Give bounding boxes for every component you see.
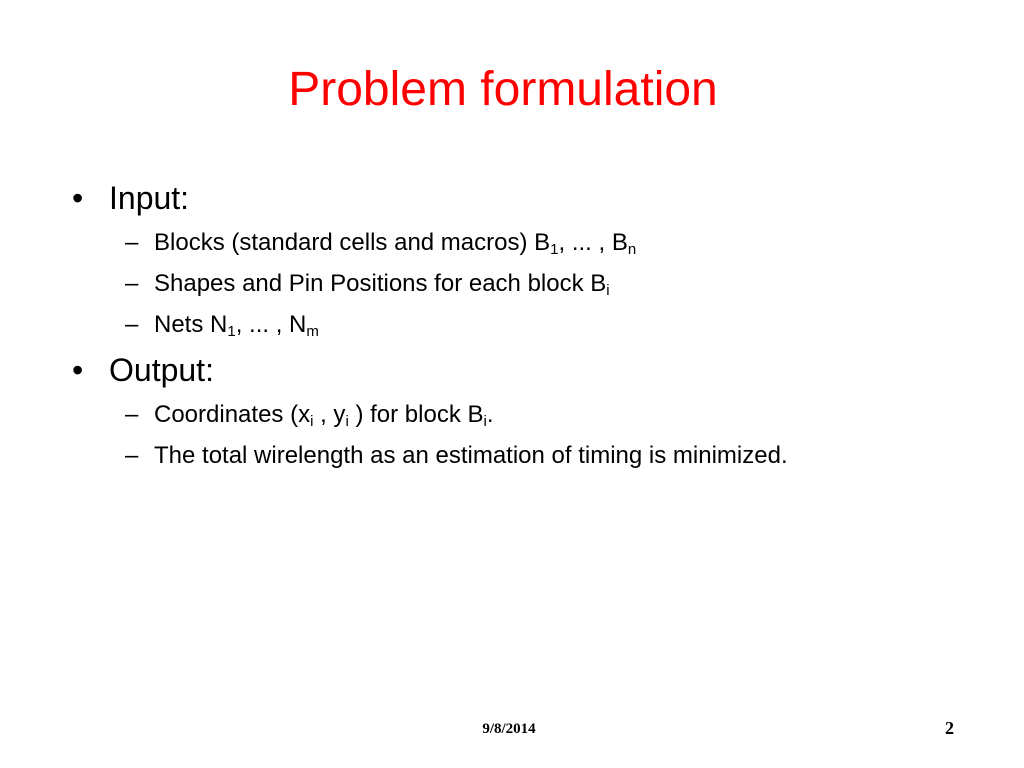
sub-bullet-blocks-mid: , ... , B — [558, 229, 628, 256]
sub-bullet-blocks-text: Blocks (standard cells and macros) B — [154, 229, 551, 256]
sub-bullet-nets-text: Nets N — [154, 311, 228, 338]
footer-date: 9/8/2014 — [482, 721, 536, 737]
subscript: i — [345, 413, 349, 430]
bullet-input-label: Input: — [109, 180, 190, 216]
bullet-marker: • — [72, 180, 84, 216]
sub-bullet-coordinates-mid1: , y — [313, 401, 346, 428]
subscript: i — [606, 282, 610, 299]
sub-bullet-coordinates-text: Coordinates (x — [154, 401, 311, 428]
subscript: n — [627, 241, 637, 258]
sub-bullet-shapes-text: Shapes and Pin Positions for each block B — [154, 270, 607, 297]
sub-bullet-wirelength — [125, 440, 788, 472]
slide-title: Problem formulation — [288, 63, 718, 116]
sub-bullet-nets-mid: , ... , N — [235, 311, 307, 338]
dash-marker: – — [125, 229, 139, 256]
footer-page-number: 2 — [945, 718, 954, 738]
dash-marker: – — [125, 270, 139, 297]
bullet-output — [72, 350, 214, 390]
sub-bullet-blocks — [125, 227, 636, 259]
dash-marker: – — [125, 442, 139, 469]
sub-bullet-coordinates — [125, 399, 494, 431]
sub-bullet-wirelength-text: The total wirelength as an estimation of timing is minimized. — [154, 442, 788, 469]
subscript: i — [483, 413, 487, 430]
bullet-input — [72, 178, 189, 218]
bullet-output-label: Output: — [109, 352, 214, 388]
sub-bullet-nets — [125, 309, 319, 341]
subscript: 1 — [550, 241, 559, 258]
dash-marker: – — [125, 401, 139, 428]
subscript: 1 — [227, 323, 236, 340]
subscript: m — [306, 323, 319, 340]
sub-bullet-coordinates-end: . — [486, 401, 494, 428]
sub-bullet-shapes — [125, 268, 610, 300]
dash-marker: – — [125, 311, 139, 338]
bullet-marker: • — [72, 352, 84, 388]
sub-bullet-coordinates-mid2: ) for block B — [348, 401, 484, 428]
subscript: i — [310, 413, 314, 430]
